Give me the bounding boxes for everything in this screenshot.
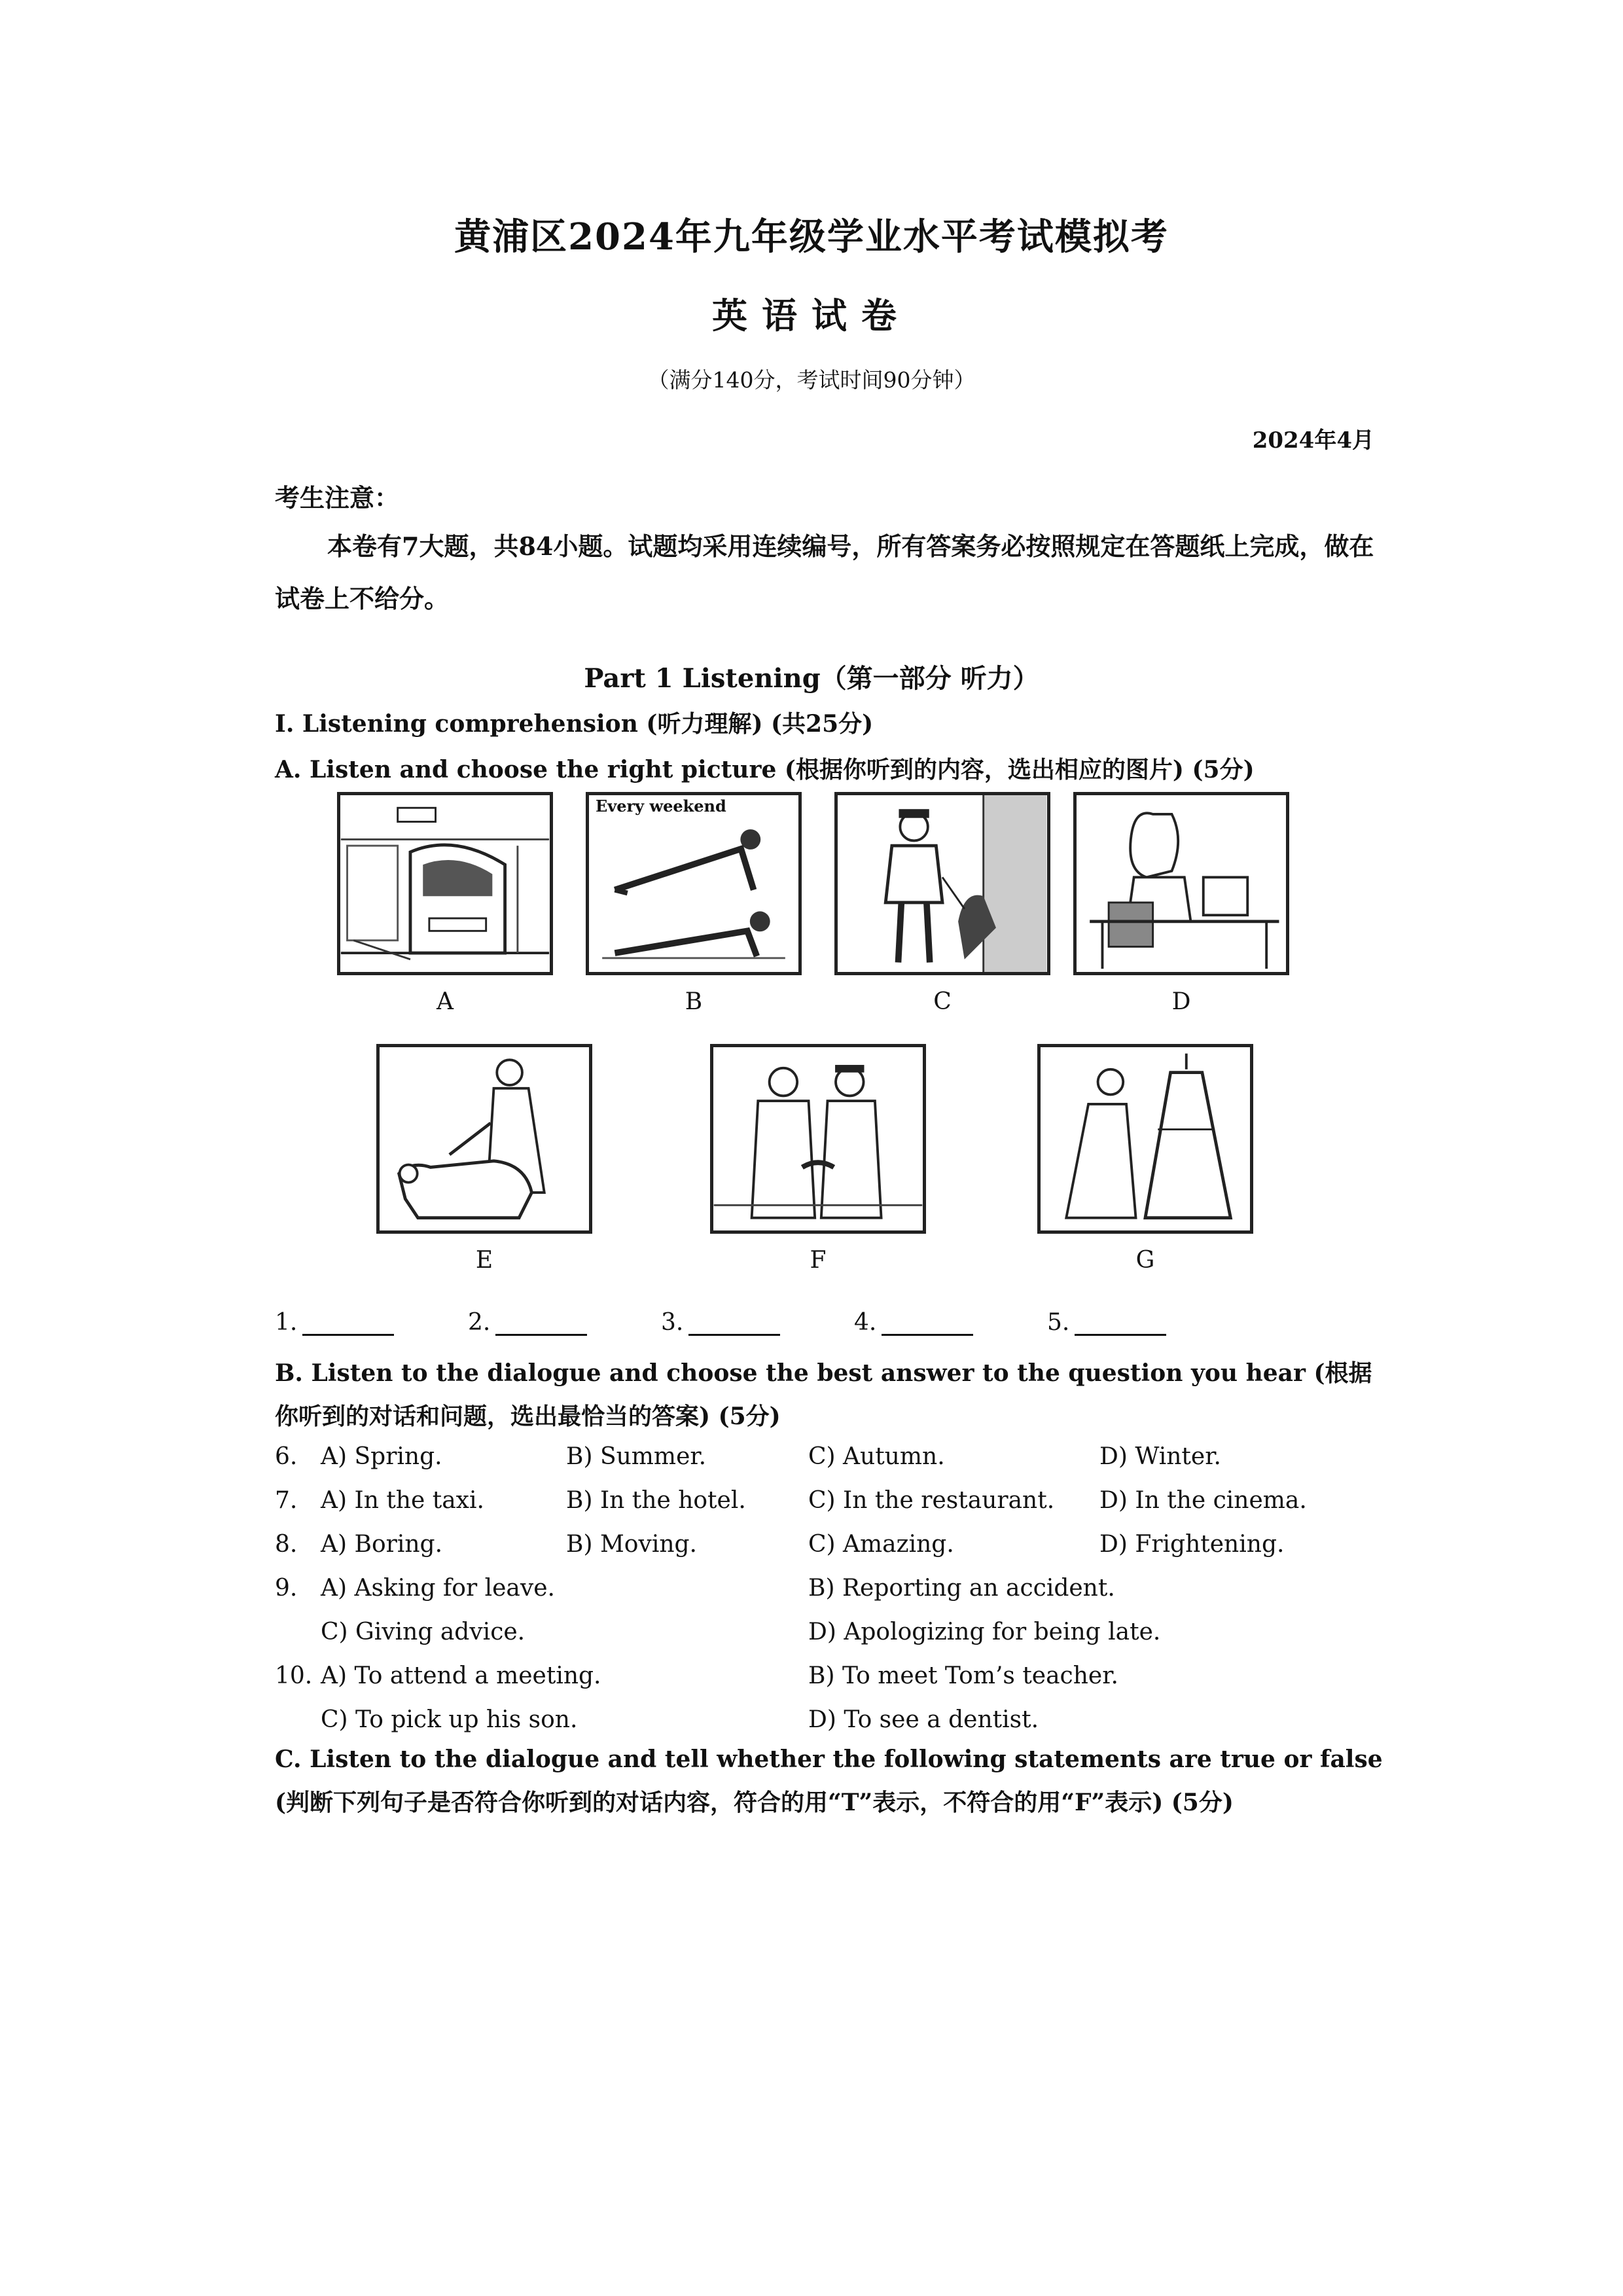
picture-label-a: A: [437, 988, 454, 1015]
picture-c: [834, 792, 1050, 975]
option[interactable]: C) Autumn.: [808, 1443, 945, 1470]
question-number: 8.: [275, 1531, 298, 1558]
question-number: 10.: [275, 1662, 313, 1689]
option[interactable]: B) Reporting an accident.: [808, 1575, 1115, 1602]
section-heading-listening: I. Listening comprehension (听力理解) (共25分): [275, 710, 874, 738]
answer-blank-4[interactable]: 4.: [854, 1309, 973, 1336]
option[interactable]: B) Moving.: [566, 1531, 698, 1558]
option[interactable]: D) To see a dentist.: [808, 1706, 1039, 1733]
picture-a: [337, 792, 553, 975]
police-dog-icon: [838, 795, 1047, 972]
section-heading-b: B. Listen to the dialogue and choose the best answer to the question you hear (根据你听到的对话和问题，选出最恰当的答案) (5分): [275, 1359, 1372, 1430]
option[interactable]: A) To attend a meeting.: [321, 1662, 601, 1689]
question-number: 7.: [275, 1487, 298, 1514]
question-number: 6.: [275, 1443, 298, 1470]
option[interactable]: C) Giving advice.: [321, 1619, 526, 1645]
option[interactable]: C) To pick up his son.: [321, 1706, 578, 1733]
option[interactable]: B) In the hotel.: [566, 1487, 746, 1514]
option[interactable]: B) Summer.: [566, 1443, 707, 1470]
part-title: Part 1 Listening（第一部分 听力）: [584, 663, 1039, 694]
picture-e: [376, 1044, 592, 1234]
answer-blank-5[interactable]: 5.: [1047, 1309, 1166, 1336]
notice-heading: 考生注意：: [275, 483, 400, 512]
subway-train-icon: [340, 795, 550, 972]
woman-laptop-icon: [1077, 795, 1286, 972]
push-up-exercise-icon: [589, 795, 798, 972]
option[interactable]: B) To meet Tom’s teacher.: [808, 1662, 1118, 1689]
option[interactable]: D) Apologizing for being late.: [808, 1619, 1161, 1645]
option[interactable]: A) Boring.: [321, 1531, 443, 1558]
exam-title: 黄浦区2024年九年级学业水平考试模拟考: [454, 215, 1169, 259]
option[interactable]: A) In the taxi.: [321, 1487, 484, 1514]
picture-f: [710, 1044, 926, 1234]
exam-subject: 英语试卷: [712, 295, 911, 336]
picture-label-e: E: [475, 1247, 493, 1274]
notice-body: 本卷有7大题，共84小题。试题均采用连续编号，所有答案务必按照规定在答题纸上完成，做在试卷上不给分。: [275, 531, 1374, 613]
answer-blank-2[interactable]: 2.: [468, 1309, 587, 1336]
answer-blank-3[interactable]: 3.: [661, 1309, 780, 1336]
option[interactable]: D) Frightening.: [1099, 1531, 1285, 1558]
picture-label-g: G: [1135, 1247, 1155, 1274]
score-note: （满分140分，考试时间90分钟）: [647, 367, 976, 393]
question-number: 9.: [275, 1575, 298, 1602]
picture-label-f: F: [810, 1247, 827, 1274]
option[interactable]: A) Spring.: [321, 1443, 442, 1470]
answer-blank-1[interactable]: 1.: [275, 1309, 394, 1336]
picture-d: [1073, 792, 1289, 975]
guide-dog-icon: [380, 1047, 589, 1230]
option[interactable]: D) In the cinema.: [1099, 1487, 1307, 1514]
picture-label-d: D: [1171, 988, 1191, 1015]
dress-shopping-icon: [1041, 1047, 1250, 1230]
picture-g: [1037, 1044, 1253, 1234]
handshake-icon: [713, 1047, 923, 1230]
picture-b: [586, 792, 802, 975]
option[interactable]: C) Amazing.: [808, 1531, 954, 1558]
picture-label-b: B: [685, 988, 703, 1015]
section-heading-c: C. Listen to the dialogue and tell whether the following statements are true or false (判断下列句子是否符合你听到的对话内容，符合的用“T”表示，不符合的用“F”表示) (5分): [275, 1746, 1383, 1816]
exam-date: 2024年4月: [1252, 427, 1374, 454]
section-heading-a: A. Listen and choose the right picture (根据你听到的内容，选出相应的图片) (5分): [275, 756, 1255, 783]
option[interactable]: D) Winter.: [1099, 1443, 1221, 1470]
option[interactable]: C) In the restaurant.: [808, 1487, 1055, 1514]
option[interactable]: A) Asking for leave.: [321, 1575, 555, 1602]
picture-label-c: C: [933, 988, 952, 1015]
picture-b-caption: Every weekend: [596, 797, 726, 816]
